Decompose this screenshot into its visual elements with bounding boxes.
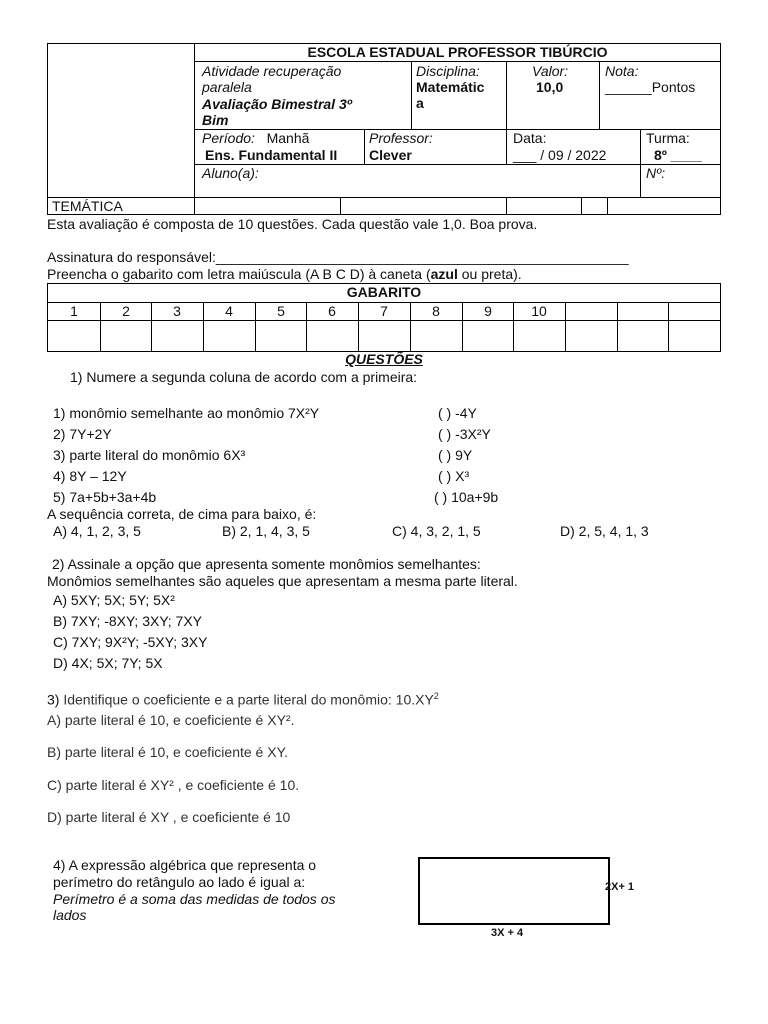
answer-key-cell[interactable] [48, 321, 100, 352]
rectangle-bottom-label: 3X + 4 [491, 927, 524, 939]
answer-key-title: GABARITO [346, 284, 422, 300]
q3-option: B) parte literal é 10, e coeficiente é XY. [47, 744, 288, 760]
q1-right-item: ( ) X³ [438, 468, 470, 484]
teacher-value: Clever [369, 147, 412, 163]
answer-key-number: 5 [277, 303, 285, 319]
answer-key-cell[interactable] [513, 321, 565, 352]
rectangle-figure [418, 857, 610, 925]
answer-key-cell[interactable] [151, 321, 203, 352]
signature-line[interactable]: Assinatura do responsável:_____________________________________________________ [47, 249, 629, 265]
q1-option: C) 4, 3, 2, 1, 5 [392, 523, 481, 539]
activity-label-1: Atividade recuperação [202, 63, 342, 79]
q1-option: D) 2, 5, 4, 1, 3 [560, 523, 649, 539]
answer-key-cell[interactable] [410, 321, 462, 352]
date-field[interactable]: ___ / 09 / 2022 [513, 147, 607, 163]
q2-option: C) 7XY; 9X²Y; -5XY; 3XY [53, 634, 208, 650]
value-label: Valor: [532, 63, 569, 79]
answer-key-cell[interactable] [255, 321, 307, 352]
value-amount: 10,0 [536, 79, 564, 95]
period-value: Manhã [266, 130, 310, 146]
q1-right-item: ( ) -3X²Y [438, 426, 491, 442]
period-label: Período: [202, 130, 255, 146]
q1-right-item: ( ) 9Y [438, 447, 473, 463]
q1-option: B) 2, 1, 4, 3, 5 [222, 523, 310, 539]
header-table [47, 43, 721, 215]
q2-prompt: 2) Assinale a opção que apresenta somente monômios semelhantes: [52, 556, 481, 572]
q3-prompt: 3) Identifique o coeficiente e a parte literal do monômio: $10.XY^2$ [47, 691, 439, 708]
q1-left-item: 1) monômio semelhante ao monômio 7X²Y [53, 405, 320, 421]
date-label: Data: [513, 130, 547, 146]
theme-label: TEMÁTICA [52, 198, 123, 214]
discipline-value-1: Matemátic [416, 79, 485, 95]
q1-sequence-prompt: A sequência correta, de cima para baixo, é: [47, 506, 317, 522]
q1-prompt: 1) Numere a segunda coluna de acordo com a primeira: [70, 369, 418, 385]
answer-key-number: 2 [122, 303, 130, 319]
composition-note: Esta avaliação é composta de 10 questões. Cada questão vale 1,0. Boa prova. [47, 216, 538, 232]
fill-instructions: Preencha o gabarito com letra maiúscula (A B C D) à caneta (azul ou preta). [47, 266, 522, 282]
answer-key-cell[interactable] [100, 321, 152, 352]
q2-option: A) 5XY; 5X; 5Y; 5X² [53, 592, 175, 608]
class-field[interactable]: 8º ____ [654, 147, 702, 163]
discipline-value-2: a [416, 95, 424, 111]
q2-definition: Monômios semelhantes são aqueles que apresentam a mesma parte literal. [47, 573, 518, 589]
class-label: Turma: [646, 130, 690, 146]
number-label: Nº: [646, 165, 666, 181]
answer-key-table [47, 283, 721, 352]
q1-left-item: 4) 8Y – 12Y [53, 468, 127, 484]
activity-label-2: paralela [202, 79, 252, 95]
q3-option: C) parte literal é XY² , e coeficiente é 10. [47, 777, 300, 793]
answer-key-number: 10 [531, 303, 547, 319]
questions-title: QUESTÕES [345, 351, 423, 367]
answer-key-number: 4 [225, 303, 233, 319]
teacher-label: Professor: [369, 130, 433, 146]
grade-field[interactable]: ______Pontos [605, 79, 696, 95]
q2-option: B) 7XY; -8XY; 3XY; 7XY [53, 613, 203, 629]
answer-key-cell[interactable] [462, 321, 514, 352]
q1-right-item: ( ) 10a+9b [434, 489, 499, 505]
q4-line-2: perímetro do retângulo ao lado é igual a: [53, 874, 306, 890]
discipline-label: Disciplina: [416, 63, 480, 79]
answer-key-number: 9 [484, 303, 492, 319]
answer-key-cell[interactable] [565, 321, 617, 352]
answer-key-number: 1 [70, 303, 78, 319]
answer-key-cell[interactable] [306, 321, 358, 352]
answer-key-cell[interactable] [203, 321, 255, 352]
answer-key-number: 6 [328, 303, 336, 319]
assessment-title-1: Avaliação Bimestral 3º [202, 96, 352, 112]
q1-option: A) 4, 1, 2, 3, 5 [53, 523, 141, 539]
q4-note-2: lados [53, 907, 87, 923]
q2-option: D) 4X; 5X; 7Y; 5X [53, 655, 163, 671]
answer-key-cell[interactable] [668, 321, 720, 352]
grade-label: Nota: [605, 63, 639, 79]
school-name: ESCOLA ESTADUAL PROFESSOR TIBÚRCIO [307, 44, 608, 60]
rectangle-side-label: 2X+ 1 [605, 881, 635, 893]
q3-option: A) parte literal é 10, e coeficiente é XY². [47, 712, 295, 728]
assessment-title-2: Bim [202, 112, 229, 128]
student-label: Aluno(a): [202, 165, 259, 181]
answer-key-cell[interactable] [617, 321, 669, 352]
level-value: Ens. Fundamental II [205, 147, 338, 163]
q1-left-item: 2) 7Y+2Y [53, 426, 112, 442]
answer-key-number: 7 [380, 303, 388, 319]
answer-key-number: 8 [432, 303, 440, 319]
q1-left-item: 5) 7a+5b+3a+4b [53, 489, 157, 505]
q4-note-1: Perímetro é a soma das medidas de todos os [53, 891, 336, 907]
q1-right-item: ( ) -4Y [438, 405, 477, 421]
q1-left-item: 3) parte literal do monômio 6X³ [53, 447, 246, 463]
q3-option: D) parte literal é XY , e coeficiente é 10 [47, 809, 291, 825]
answer-key-cell[interactable] [358, 321, 410, 352]
q4-line-1: 4) A expressão algébrica que representa o [53, 857, 317, 873]
answer-key-number: 3 [173, 303, 181, 319]
